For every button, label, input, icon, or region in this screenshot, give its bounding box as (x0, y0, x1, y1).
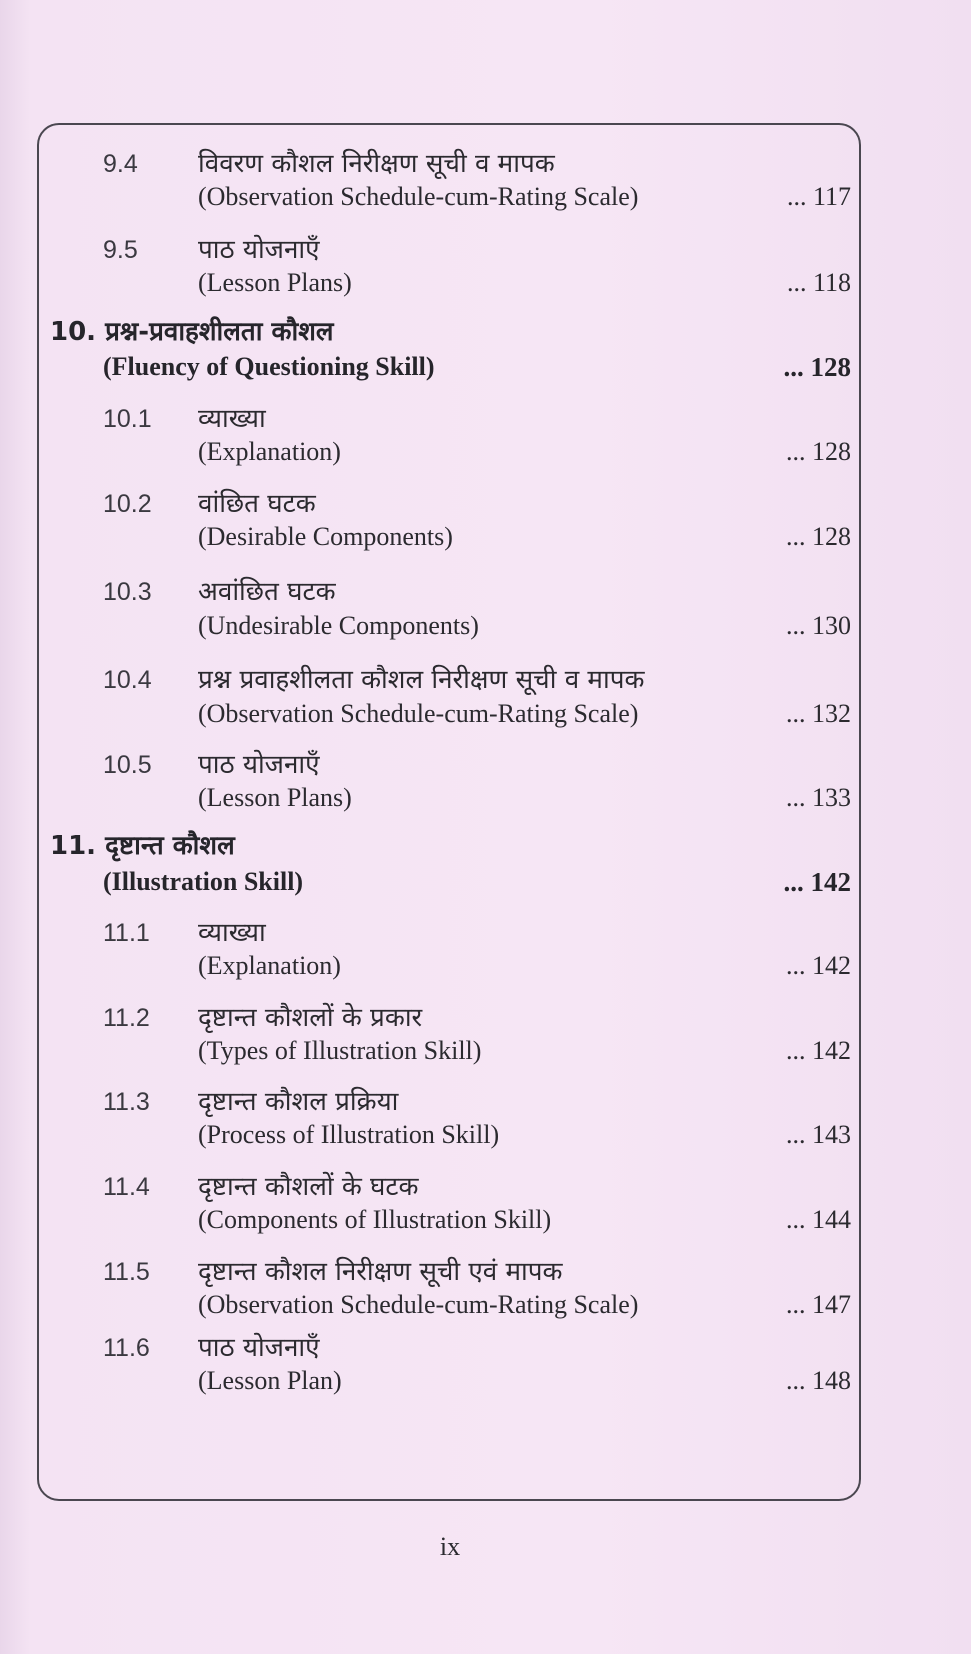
entry-page: ... 128 (786, 437, 851, 466)
chapter-title-english: (Illustration Skill) (103, 867, 304, 896)
toc-entry-10-3-sub (0, 604, 971, 648)
entry-number: 11.1 (103, 919, 150, 947)
entry-title-english: (Observation Schedule-cum-Rating Scale) (198, 699, 639, 728)
entry-title-hindi: पाठ योजनाएँ (198, 235, 320, 265)
toc-entry-11-5-sub (0, 1283, 971, 1327)
entry-title-hindi: विवरण कौशल निरीक्षण सूची व मापक (198, 149, 555, 179)
entry-title-hindi: दृष्टान्त कौशलों के प्रकार (198, 1003, 423, 1033)
toc-entry-11-3-sub (0, 1113, 971, 1157)
entry-page: ... 132 (786, 699, 851, 728)
entry-title-hindi: दृष्टान्त कौशलों के घटक (198, 1172, 419, 1202)
toc-entry-10-4-sub (0, 692, 971, 736)
toc-entry-10-1-sub (0, 430, 971, 474)
entry-page: ... 130 (786, 611, 851, 640)
entry-number: 10.4 (103, 666, 152, 694)
entry-title-hindi: व्याख्या (198, 918, 266, 948)
toc-entry-10-5-sub (0, 776, 971, 820)
chapter-title-hindi: 10. प्रश्न-प्रवाहशीलता कौशल (50, 317, 334, 347)
entry-page: ... 133 (786, 783, 851, 812)
entry-number: 11.2 (103, 1004, 150, 1032)
entry-title-english: (Explanation) (198, 437, 341, 466)
entry-title-english: (Lesson Plans) (198, 268, 352, 297)
entry-page: ... 144 (786, 1205, 851, 1234)
entry-number: 9.5 (103, 236, 138, 264)
chapter-title-english: (Fluency of Questioning Skill) (103, 352, 435, 381)
chapter-page: ... 142 (783, 867, 851, 897)
entry-title-english: (Components of Illustration Skill) (198, 1205, 552, 1234)
entry-number: 10.2 (103, 490, 152, 518)
toc-entry-10-2-sub (0, 515, 971, 559)
toc-entry-9-5-sub (0, 261, 971, 305)
toc-entry-11-2-sub (0, 1029, 971, 1073)
entry-page: ... 118 (786, 268, 851, 297)
toc-chapter-10-sub (0, 345, 971, 389)
entry-title-hindi: प्रश्न प्रवाहशीलता कौशल निरीक्षण सूची व मापक (198, 665, 645, 695)
entry-number: 10.1 (103, 405, 152, 433)
page-folio: ix (439, 1532, 461, 1561)
toc-entry-11-6-sub (0, 1359, 971, 1403)
entry-title-english: (Observation Schedule-cum-Rating Scale) (198, 182, 639, 211)
entry-number: 11.5 (103, 1258, 150, 1286)
entry-title-hindi: पाठ योजनाएँ (198, 1333, 320, 1363)
entry-page: ... 117 (786, 182, 851, 211)
entry-title-english: (Process of Illustration Skill) (198, 1120, 500, 1149)
entry-page: ... 128 (786, 522, 851, 551)
entry-title-english: (Lesson Plan) (198, 1366, 342, 1395)
toc-entry-11-1-sub (0, 944, 971, 988)
entry-title-english: (Undesirable Components) (198, 611, 479, 640)
entry-title-english: (Observation Schedule-cum-Rating Scale) (198, 1290, 639, 1319)
entry-title-english: (Types of Illustration Skill) (198, 1036, 482, 1065)
entry-number: 9.4 (103, 150, 138, 178)
toc-entry-9-4-sub (0, 175, 971, 219)
entry-title-english: (Desirable Components) (198, 522, 453, 551)
entry-title-english: (Explanation) (198, 951, 341, 980)
entry-title-hindi: दृष्टान्त कौशल प्रक्रिया (198, 1087, 399, 1117)
toc-entry-11-4-sub (0, 1198, 971, 1242)
entry-page: ... 142 (786, 951, 851, 980)
entry-title-hindi: वांछित घटक (198, 489, 316, 519)
entry-number: 11.4 (103, 1173, 150, 1201)
entry-page: ... 142 (786, 1036, 851, 1065)
chapter-page: ... 128 (783, 352, 851, 382)
entry-page: ... 143 (786, 1120, 851, 1149)
entry-page: ... 147 (786, 1290, 851, 1319)
chapter-title-hindi: 11. दृष्टान्त कौशल (50, 831, 235, 861)
entry-title-hindi: व्याख्या (198, 404, 266, 434)
entry-title-english: (Lesson Plans) (198, 783, 352, 812)
entry-title-hindi: पाठ योजनाएँ (198, 750, 320, 780)
toc-chapter-11-sub (0, 860, 971, 904)
entry-title-hindi: दृष्टान्त कौशल निरीक्षण सूची एवं मापक (198, 1257, 563, 1287)
entry-number: 11.3 (103, 1088, 150, 1116)
entry-number: 10.5 (103, 751, 152, 779)
entry-number: 11.6 (103, 1334, 150, 1362)
entry-title-hindi: अवांछित घटक (198, 577, 336, 607)
entry-page: ... 148 (786, 1366, 851, 1395)
entry-number: 10.3 (103, 578, 152, 606)
